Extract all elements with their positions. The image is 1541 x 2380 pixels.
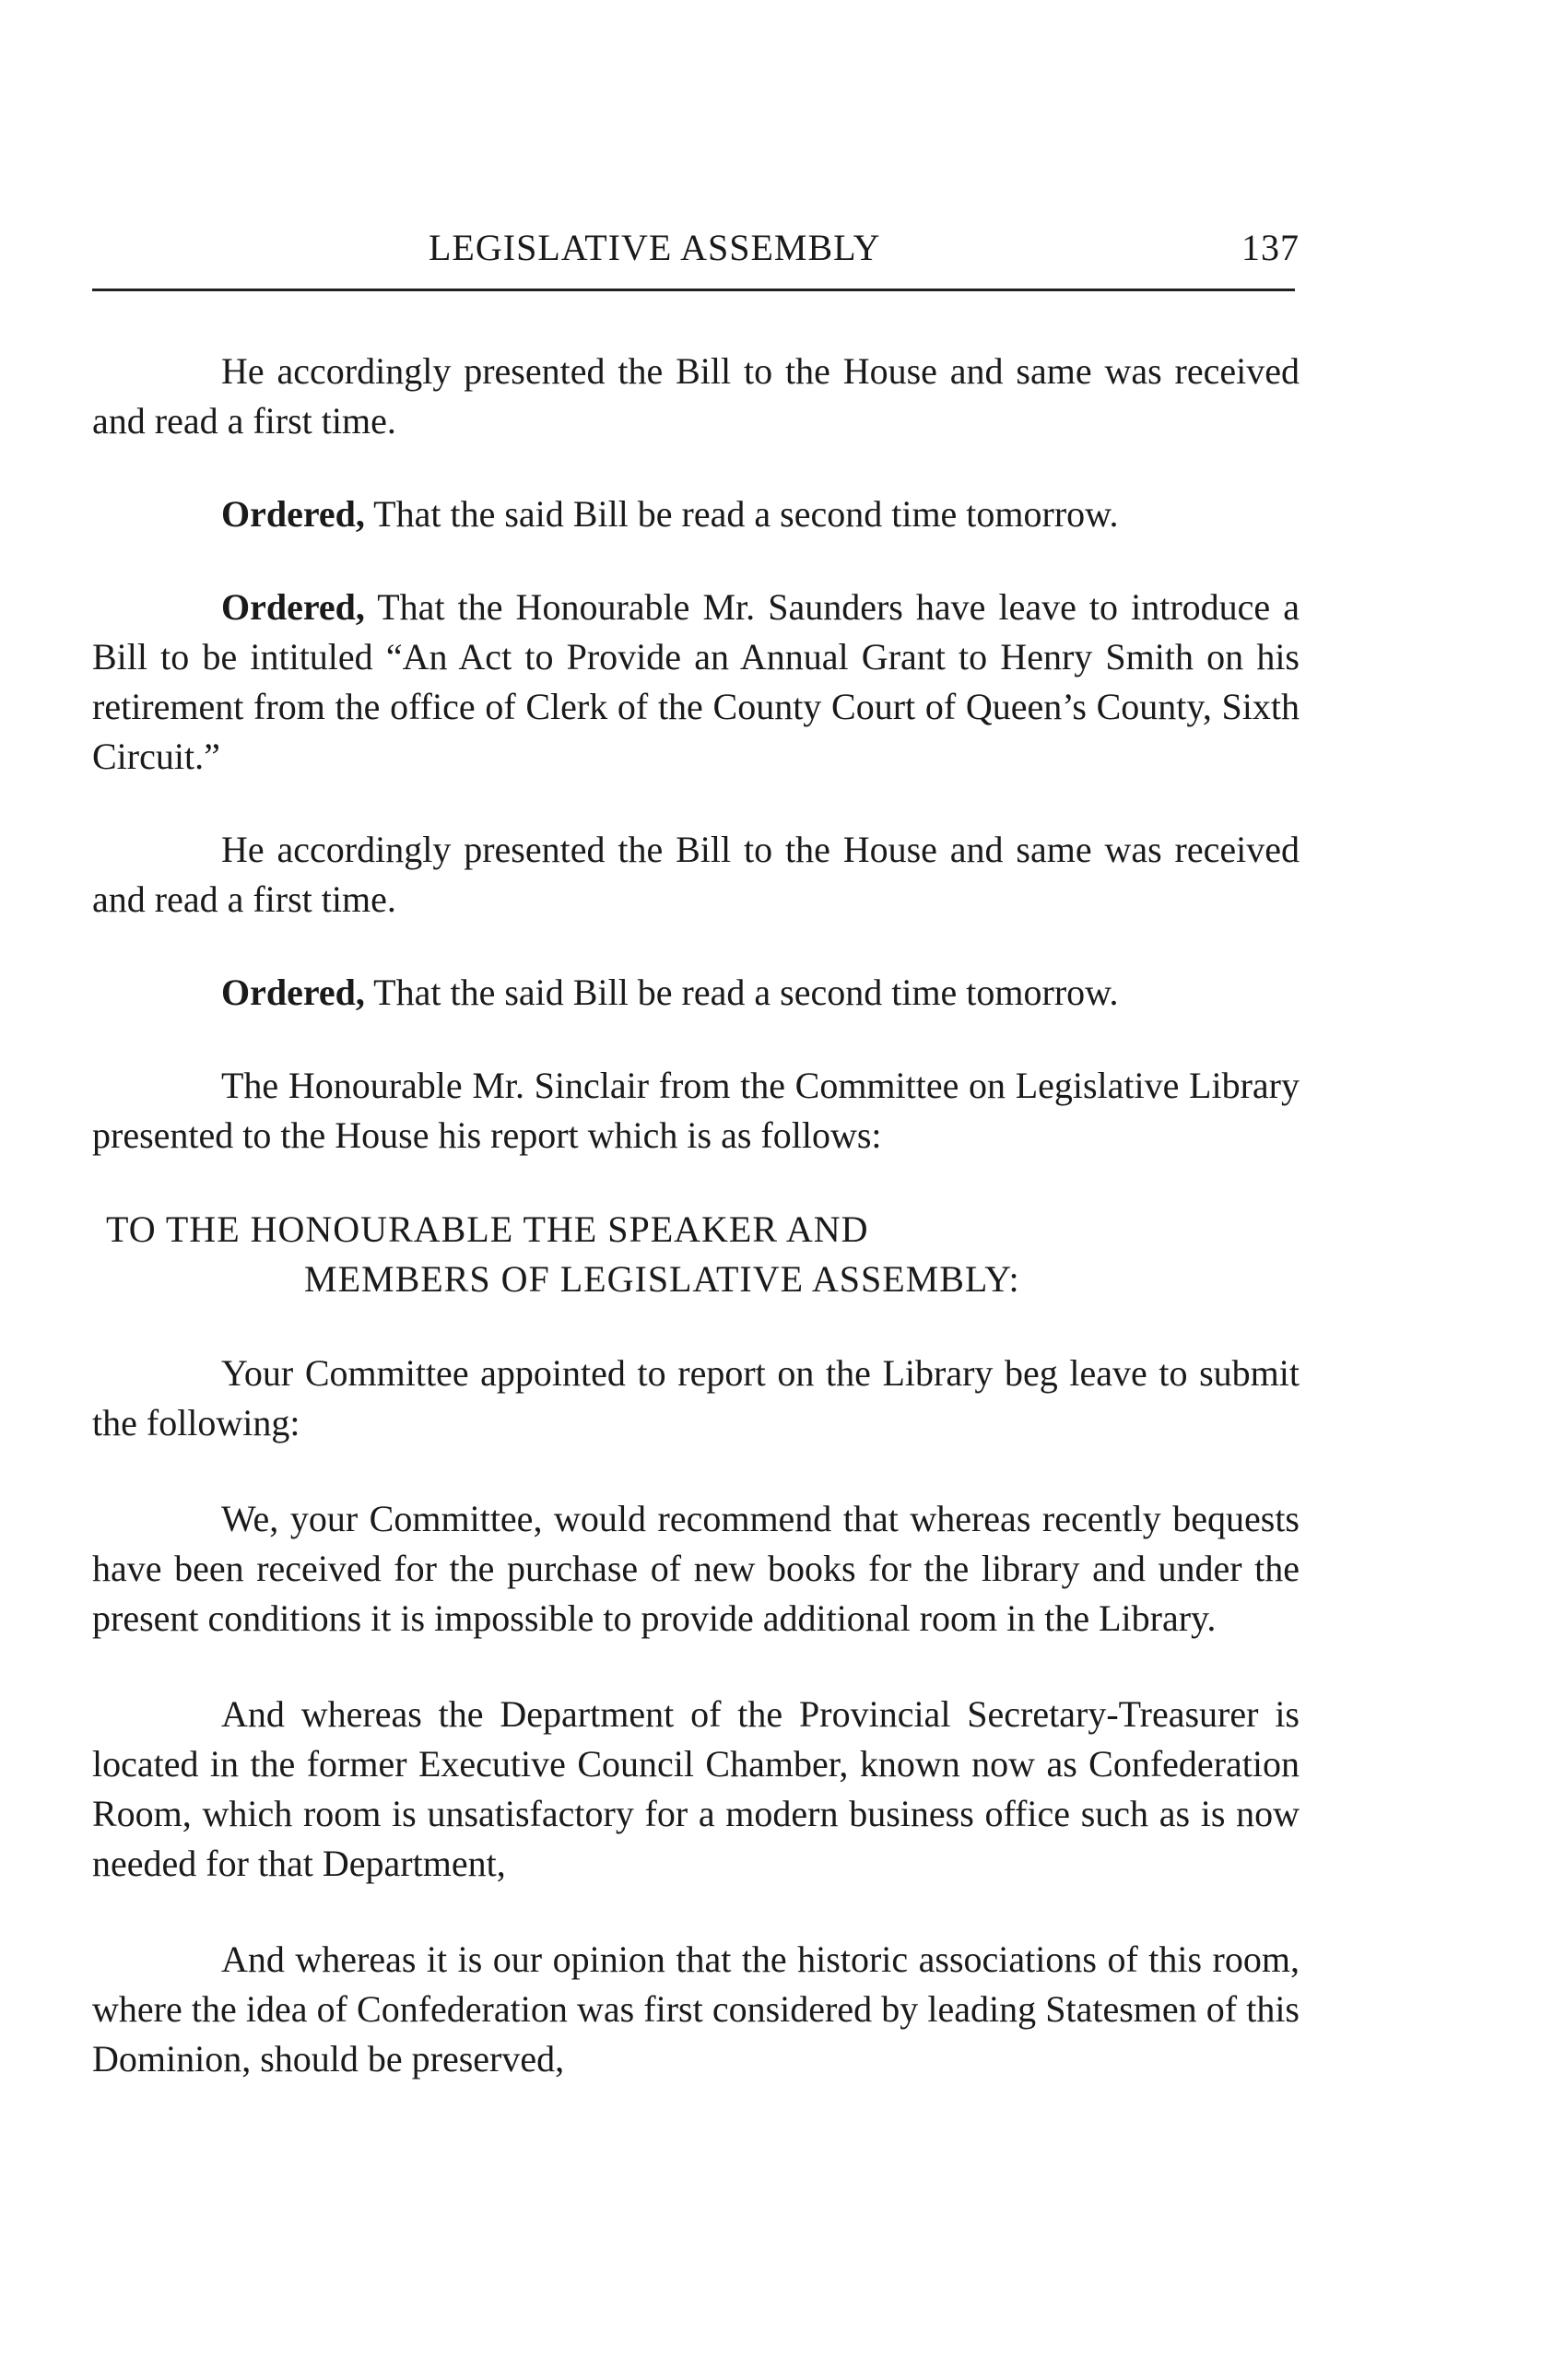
page-number: 137: [1241, 227, 1300, 268]
paragraph-text: That the Honourable Mr. Saunders have leave to introduce a Bill to be intituled “An Act to Provide an Annual Grant to Henry Smith on his retirement from the office of Clerk of the County Court of Queen’s County, Sixth Circuit.”: [92, 586, 1300, 777]
paragraph-text: That the said Bill be read a second time tomorrow.: [364, 972, 1119, 1013]
report-heading: [92, 1205, 1300, 1304]
header-rule: [92, 289, 1295, 291]
paragraph-text: He accordingly presented the Bill to the House and same was received and read a first time.: [92, 829, 1300, 920]
ordered-label: Ordered,: [221, 586, 365, 628]
paragraph: [92, 1061, 1300, 1161]
journal-body: [92, 347, 1300, 1161]
paragraph: [92, 489, 1300, 539]
running-title: LEGISLATIVE ASSEMBLY: [429, 227, 881, 268]
document-page: [92, 226, 1300, 2130]
report-heading-line-1: TO THE HONOURABLE THE SPEAKER AND: [106, 1208, 869, 1250]
report-paragraph: Your Committee appointed to report on the Library beg leave to submit the following:: [92, 1352, 1300, 1443]
report-body: [92, 1349, 1300, 2084]
report-paragraph: And whereas the Department of the Provincial Secretary-Treasurer is located in the former Executive Council Chamber, known now as Confederation Room, which room is unsatisfactory for a modern business office such as is now needed for that Department,: [92, 1693, 1300, 1884]
running-head: [92, 226, 1300, 277]
report-paragraph: We, your Committee, would recommend that whereas recently bequests have been received for the purchase of new books for the library and under the present conditions it is impossible to provide additional room in the Library.: [92, 1498, 1300, 1639]
paragraph: [92, 347, 1300, 446]
paragraph-text: The Honourable Mr. Sinclair from the Committee on Legislative Library presented to the House his report which is as follows:: [92, 1065, 1300, 1156]
report-heading-line-2: MEMBERS OF LEGISLATIVE ASSEMBLY:: [304, 1258, 1020, 1300]
ordered-label: Ordered,: [221, 972, 365, 1013]
paragraph: [92, 968, 1300, 1018]
ordered-label: Ordered,: [221, 493, 365, 535]
paragraph-text: He accordingly presented the Bill to the House and same was received and read a first time.: [92, 350, 1300, 442]
paragraph-text: That the said Bill be read a second time tomorrow.: [364, 493, 1119, 535]
paragraph: [92, 825, 1300, 925]
report-paragraph: And whereas it is our opinion that the historic associations of this room, where the idea of Confederation was first considered by leading Statesmen of this Dominion, should be preserved,: [92, 1938, 1300, 2080]
paragraph: [92, 583, 1300, 782]
